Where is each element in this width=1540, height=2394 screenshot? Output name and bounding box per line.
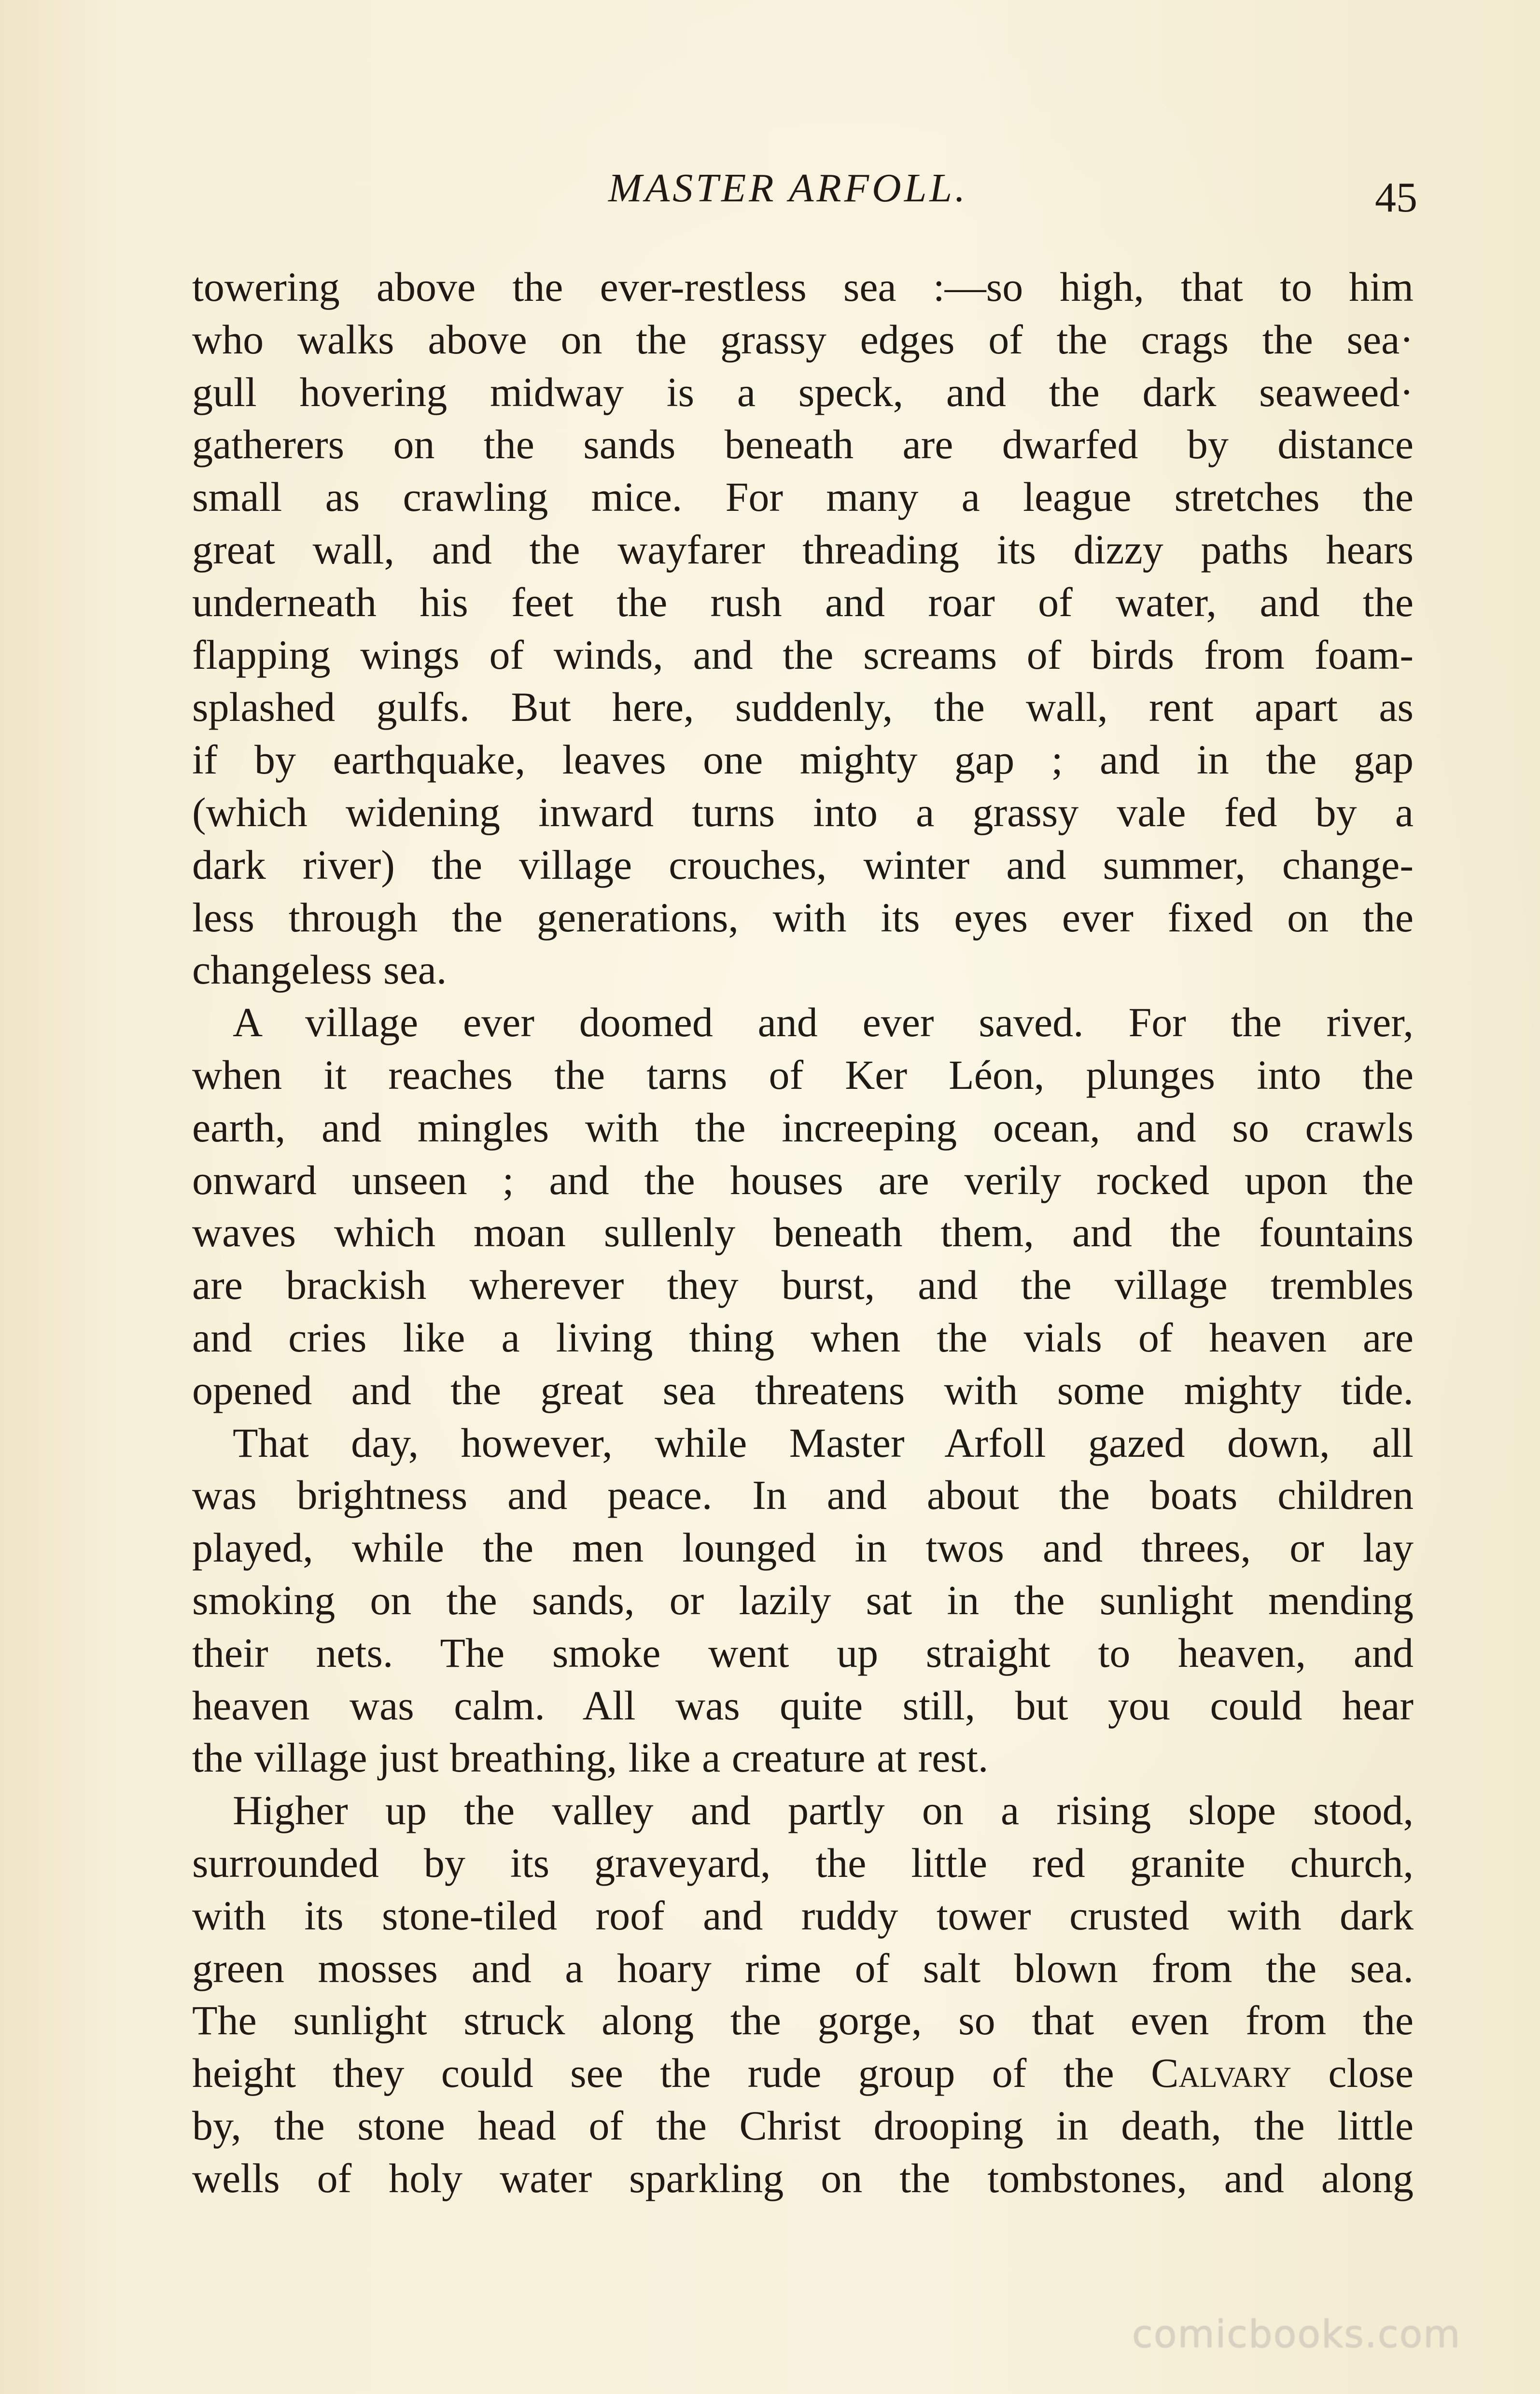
text-line: A village ever doomed and ever saved. For the river, bbox=[233, 999, 1414, 1046]
text-line: gull hovering midway is a speck, and the dark seaweed· bbox=[192, 368, 1414, 415]
text-line: gatherers on the sands beneath are dwarfed by distance bbox=[192, 421, 1414, 468]
paragraph bbox=[192, 261, 1414, 996]
text-line: underneath his feet the rush and roar of water, and the bbox=[192, 578, 1414, 625]
text-line: dark river) the village crouches, winter and summer, change- bbox=[192, 841, 1414, 888]
text-line: when it reaches the tarns of Ker Léon, plunges into the bbox=[192, 1051, 1414, 1098]
text-line: the village just breathing, like a creature at rest. bbox=[192, 1734, 989, 1781]
text-line: The sunlight struck along the gorge, so that even from the bbox=[192, 1997, 1414, 2044]
text-line: surrounded by its graveyard, the little red granite church, bbox=[192, 1839, 1414, 1886]
paragraph bbox=[192, 1784, 1414, 2204]
text-line: That day, however, while Master Arfoll gazed down, all bbox=[233, 1419, 1414, 1466]
text-line: changeless sea. bbox=[192, 946, 447, 993]
text-line: less through the generations, with its eyes ever fixed on the bbox=[192, 894, 1414, 941]
text-line: waves which moan sullenly beneath them, and the fountains bbox=[192, 1209, 1414, 1256]
text-line: by, the stone head of the Christ drooping in death, the little bbox=[192, 2102, 1414, 2149]
text-fragment: close bbox=[1328, 2050, 1414, 2097]
text-line: smoking on the sands, or lazily sat in the sunlight mending bbox=[192, 1577, 1414, 1623]
text-line: great wall, and the wayfarer threading its dizzy paths hears bbox=[192, 526, 1414, 573]
running-title: MASTER ARFOLL. bbox=[608, 166, 968, 211]
text-fragment: height they could see the rude group of the bbox=[192, 2050, 1114, 2097]
text-line: onward unseen ; and the houses are verily rocked upon the bbox=[192, 1156, 1414, 1203]
text-line: wells of holy water sparkling on the tombstones, and along bbox=[192, 2155, 1414, 2201]
text-line: green mosses and a hoary rime of salt blown from the sea. bbox=[192, 1944, 1414, 1991]
text-line: are brackish wherever they burst, and the village trembles bbox=[192, 1262, 1414, 1309]
text-line: heaven was calm. All was quite still, but you could hear bbox=[192, 1682, 1414, 1729]
text-body bbox=[192, 261, 1414, 2204]
text-line: played, while the men lounged in twos and threes, or lay bbox=[192, 1524, 1414, 1571]
text-line bbox=[192, 2047, 1414, 2099]
paragraph bbox=[192, 996, 1414, 1416]
text-line: earth, and mingles with the increeping ocean, and so crawls bbox=[192, 1104, 1414, 1151]
text-line: was brightness and peace. In and about the boats children bbox=[192, 1472, 1414, 1519]
text-line: small as crawling mice. For many a league stretches the bbox=[192, 474, 1414, 521]
text-line: Higher up the valley and partly on a rising slope stood, bbox=[233, 1787, 1414, 1834]
text-line: flapping wings of winds, and the screams of birds from foam- bbox=[192, 631, 1414, 678]
text-line: who walks above on the grassy edges of the crags the sea· bbox=[192, 316, 1414, 363]
text-line: and cries like a living thing when the vials of heaven are bbox=[192, 1314, 1414, 1361]
text-line: splashed gulfs. But here, suddenly, the wall, rent apart as bbox=[192, 684, 1414, 731]
text-line: opened and the great sea threatens with some mighty tide. bbox=[192, 1366, 1414, 1413]
watermark: comicbooks.com bbox=[1132, 2313, 1461, 2356]
calvary-smallcaps: Calvary bbox=[1151, 2050, 1291, 2097]
text-line: (which widening inward turns into a grassy vale fed by a bbox=[192, 789, 1414, 835]
page-header bbox=[0, 164, 1540, 222]
text-line: if by earthquake, leaves one mighty gap ; and in the gap bbox=[192, 736, 1414, 783]
text-line: with its stone-tiled roof and ruddy tower crusted with dark bbox=[192, 1892, 1414, 1939]
text-line: towering above the ever-restless sea :—so high, that to him bbox=[192, 264, 1414, 310]
text-line: their nets. The smoke went up straight to heaven, and bbox=[192, 1629, 1414, 1676]
paragraph bbox=[192, 1417, 1414, 1785]
page-number: 45 bbox=[1375, 174, 1417, 221]
